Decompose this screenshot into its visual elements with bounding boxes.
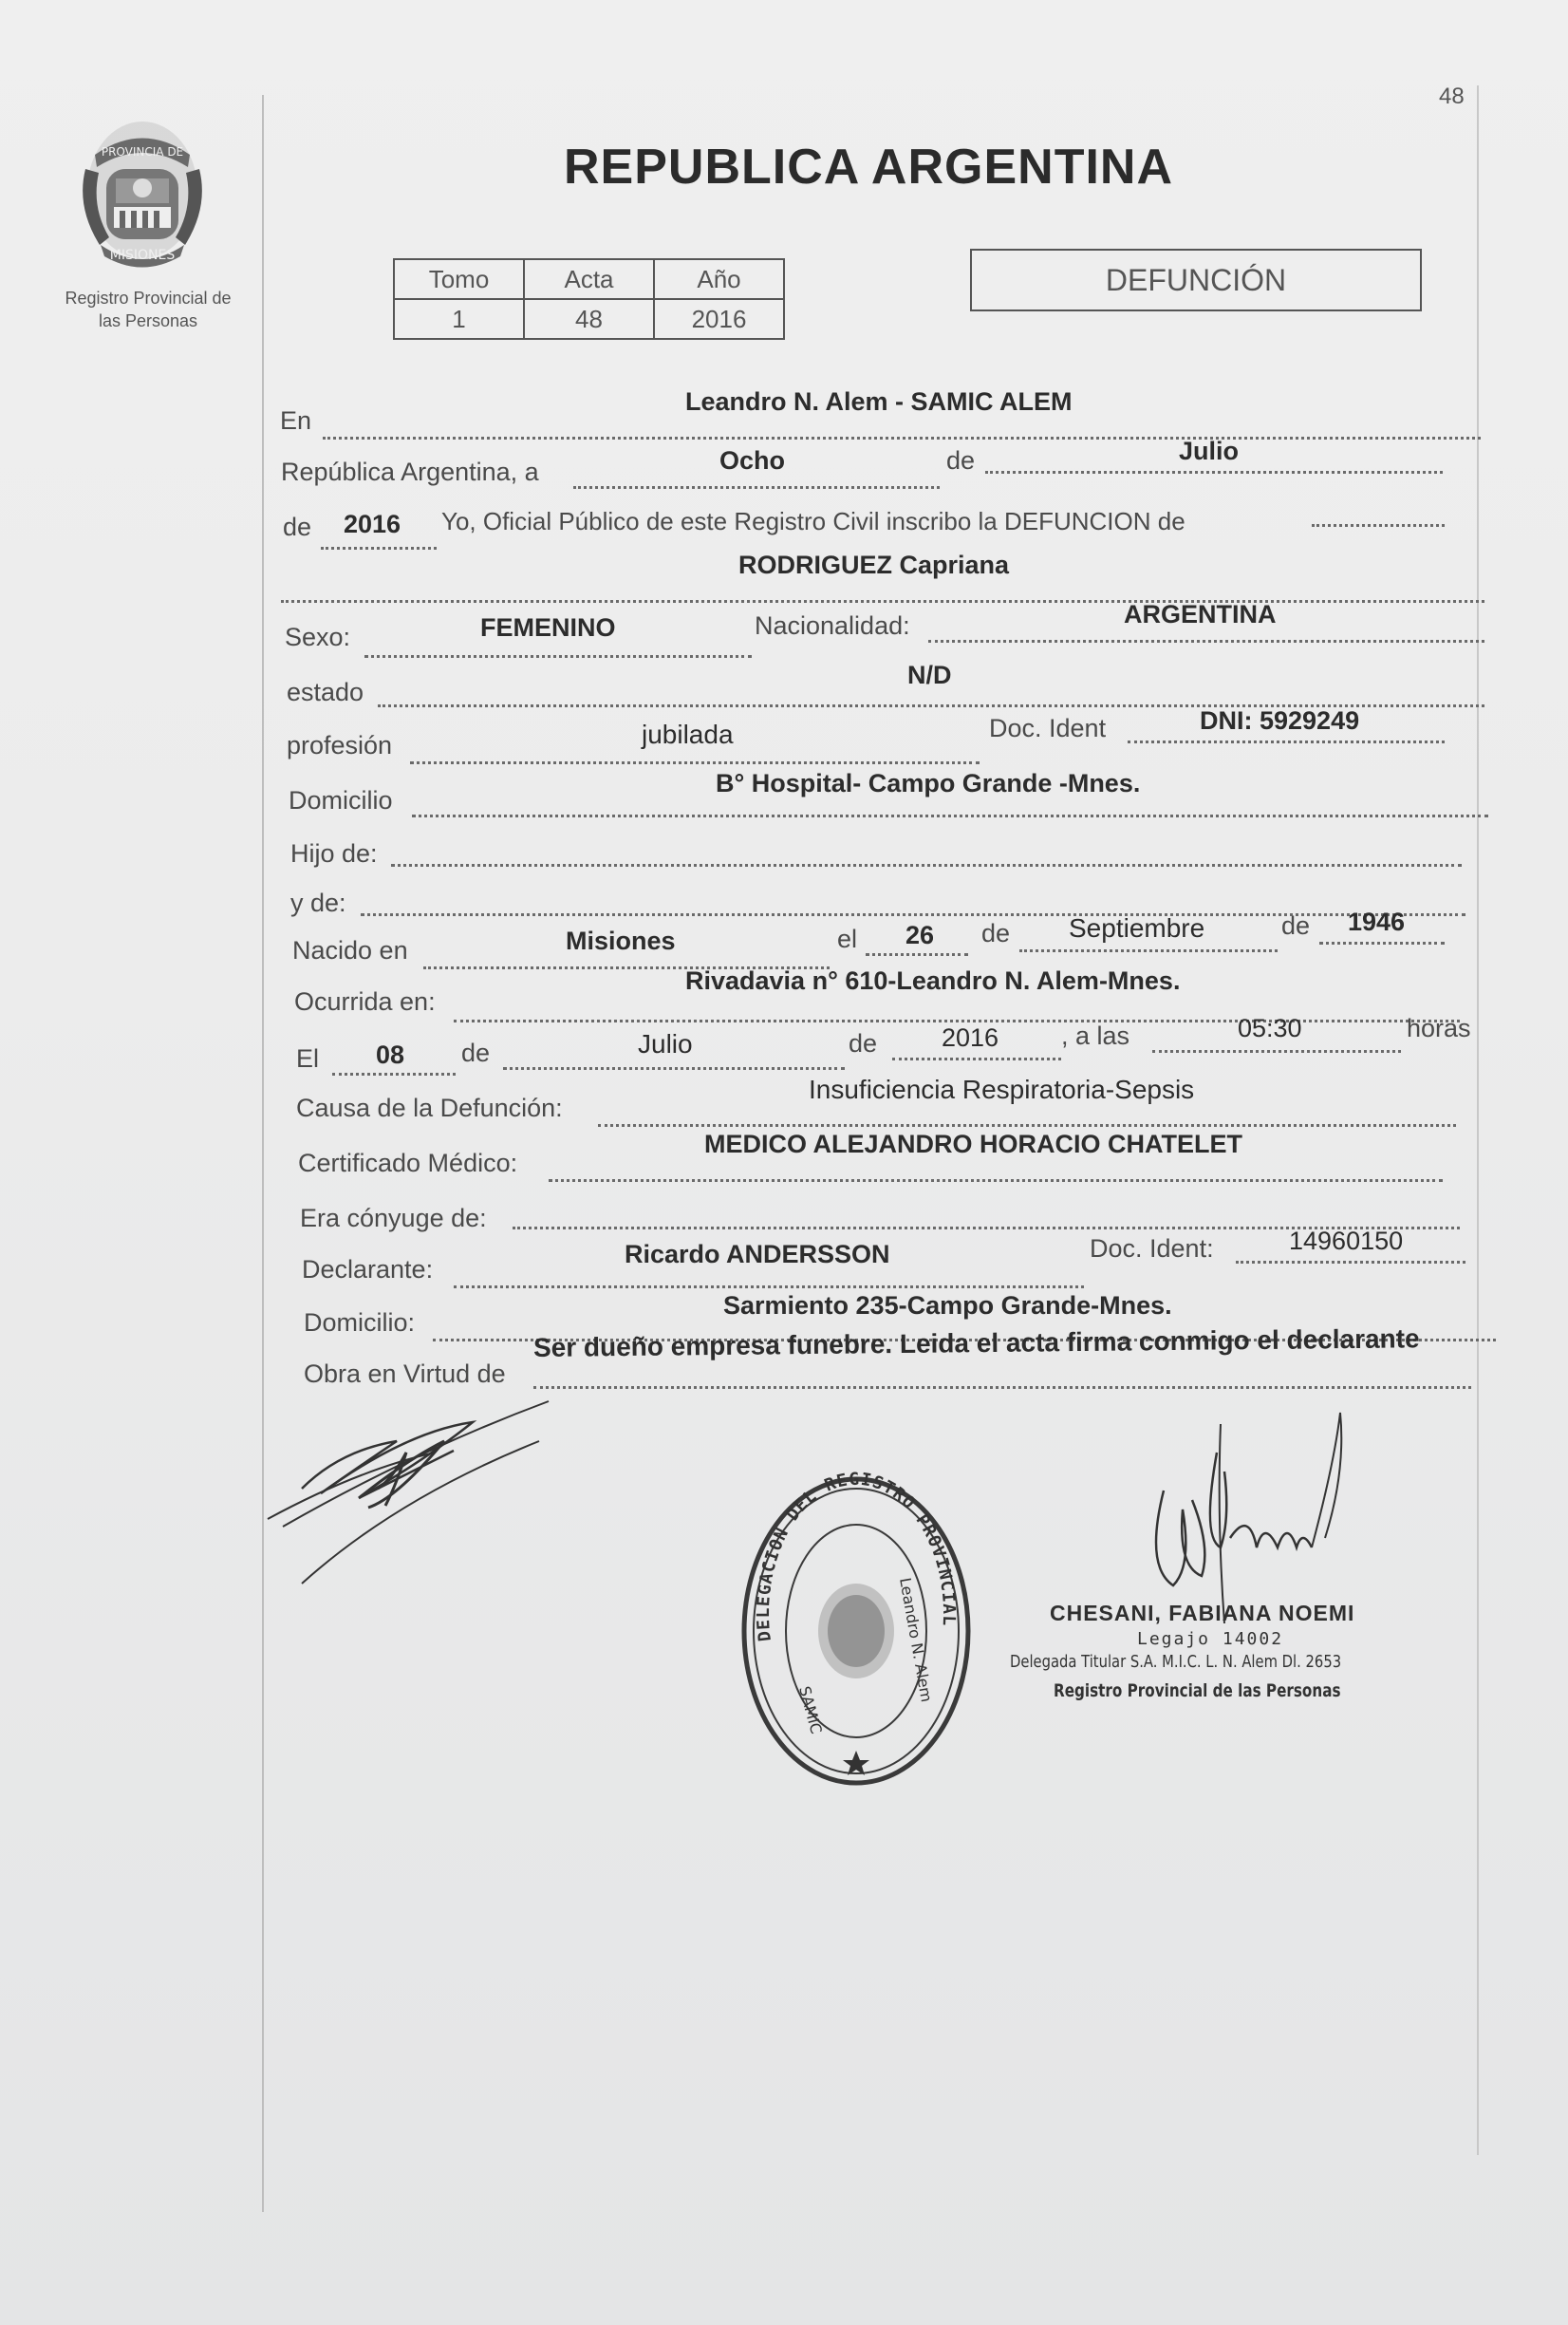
ocurrida-value: Rivadavia n° 610-Leandro N. Alem-Mnes.	[685, 966, 1181, 995]
nac-anio-dotted-line	[1319, 942, 1445, 945]
profesion-label: profesión	[287, 731, 393, 759]
def-de2-label: de	[849, 1029, 878, 1058]
right-edge-line	[1477, 85, 1479, 2155]
profesion-value: jubilada	[642, 720, 734, 749]
nac-mes-dotted-line	[1019, 949, 1278, 952]
page-number: 48	[1439, 84, 1465, 109]
de-label: de	[946, 446, 976, 475]
acta-value: 48	[524, 299, 654, 339]
oficial-dotted-line	[1312, 524, 1445, 527]
nac-dia-value: 26	[905, 921, 935, 949]
def-mes-value: Julio	[638, 1029, 693, 1059]
en-value: Leandro N. Alem - SAMIC ALEM	[685, 387, 1073, 416]
svg-text:DELEGACION DEL REGISTRO PROVIN: DELEGACION DEL REGISTRO PROVINCIAL	[753, 1470, 960, 1643]
anio-dotted-line	[321, 547, 437, 550]
nac-mes-value: Septiembre	[1069, 913, 1205, 943]
anio-value: 2016	[654, 299, 784, 339]
svg-text:MISIONES: MISIONES	[109, 248, 176, 263]
registry-caption: Registro Provincial de las Personas	[65, 289, 232, 330]
svg-text:PROVINCIA DE: PROVINCIA DE	[101, 145, 184, 159]
hijo-dotted-line	[391, 864, 1462, 867]
ocurrida-dotted-line	[454, 1020, 1460, 1022]
causa-dotted-line	[598, 1124, 1456, 1127]
domicilio-dotted-line	[412, 815, 1488, 817]
official-signature	[1126, 1405, 1372, 1623]
def-de-label: de	[461, 1039, 491, 1067]
acta-header: Acta	[524, 259, 654, 299]
mes-dotted-line	[985, 471, 1443, 474]
svg-text:Leandro N. Alem: Leandro N. Alem	[896, 1576, 936, 1704]
declarante-value: Ricardo ANDERSSON	[625, 1240, 890, 1268]
nac-anio-value: 1946	[1348, 908, 1406, 936]
def-anio-value: 2016	[942, 1023, 999, 1052]
republica-label: República Argentina, a	[281, 458, 539, 486]
fallecido-value: RODRIGUEZ Capriana	[738, 551, 1010, 579]
declarante-dotted-line	[454, 1285, 1084, 1288]
doc-ident-dotted-line	[1128, 741, 1445, 743]
oficial-text: Yo, Oficial Público de este Registro Civil inscribo la DEFUNCION de	[441, 507, 1185, 535]
obra-value: Ser dueño empresa funebre. Leida el acta firma conmigo el declarante	[532, 1323, 1420, 1362]
certificado-value: MEDICO ALEJANDRO HORACIO CHATELET	[704, 1130, 1242, 1158]
nacionalidad-value: ARGENTINA	[1124, 600, 1277, 628]
certificado-dotted-line	[549, 1179, 1443, 1182]
en-label: En	[280, 406, 312, 435]
domicilio-value: B° Hospital- Campo Grande -Mnes.	[716, 769, 1141, 797]
conyuge-label: Era cónyuge de:	[300, 1204, 487, 1232]
def-dia-value: 08	[376, 1041, 405, 1069]
def-mes-dotted-line	[503, 1067, 845, 1070]
nacido-value: Misiones	[566, 927, 676, 955]
acta-table-header-row	[394, 259, 784, 299]
de-year-label: de	[283, 513, 312, 541]
causa-label: Causa de la Defunción:	[296, 1094, 563, 1122]
nac-de2-label: de	[1281, 911, 1311, 940]
official-seal	[733, 1470, 980, 1791]
estado-label: estado	[287, 678, 364, 706]
fallecido-dotted-line	[281, 600, 1484, 603]
sexo-label: Sexo:	[285, 623, 351, 651]
nac-dia-dotted-line	[866, 953, 968, 956]
nac-de-label: de	[981, 919, 1011, 947]
declarante-doc-label: Doc. Ident:	[1090, 1234, 1214, 1263]
causa-value: Insuficiencia Respiratoria-Sepsis	[809, 1075, 1195, 1104]
declarante-signature	[264, 1394, 568, 1603]
doc-ident-label: Doc. Ident	[989, 714, 1107, 742]
sexo-value: FEMENINO	[480, 613, 616, 642]
a-las-label: , a las	[1061, 1022, 1130, 1050]
decl-domicilio-value: Sarmiento 235-Campo Grande-Mnes.	[723, 1291, 1172, 1320]
sexo-dotted-line	[364, 655, 752, 658]
en-dotted-line	[323, 437, 1481, 440]
declarante-doc-dotted-line	[1236, 1261, 1465, 1264]
obra-label: Obra en Virtud de	[304, 1359, 506, 1388]
domicilio-label: Domicilio	[289, 786, 393, 815]
ocurrida-label: Ocurrida en:	[294, 987, 436, 1016]
hora-value: 05:30	[1238, 1014, 1302, 1042]
dia-value: Ocho	[719, 446, 786, 475]
el-label: el	[837, 925, 858, 953]
decl-domicilio-label: Domicilio:	[304, 1308, 416, 1337]
hijo-label: Hijo de:	[290, 839, 378, 868]
tomo-header: Tomo	[394, 259, 524, 299]
profesion-dotted-line	[410, 761, 980, 764]
acta-table	[393, 258, 785, 340]
official-name: CHESANI, FABIANA NOEMI	[1050, 1601, 1355, 1625]
el-cap-label: El	[296, 1044, 320, 1073]
mes-value: Julio	[1179, 437, 1240, 465]
dia-dotted-line	[573, 486, 940, 489]
anio-header: Año	[654, 259, 784, 299]
certificado-label: Certificado Médico:	[298, 1149, 518, 1177]
hora-dotted-line	[1152, 1050, 1401, 1053]
nacionalidad-label: Nacionalidad:	[755, 611, 910, 640]
left-margin-line	[262, 95, 264, 2212]
anio-inscripcion-value: 2016	[344, 510, 401, 538]
province-logo	[66, 112, 218, 273]
official-registry: Registro Provincial de las Personas	[1054, 1680, 1341, 1701]
svg-text:SAMIC: SAMIC	[795, 1684, 826, 1736]
country-title: REPUBLICA ARGENTINA	[564, 140, 1174, 195]
y-de-label: y de:	[290, 889, 346, 917]
def-anio-dotted-line	[892, 1058, 1061, 1060]
tomo-value: 1	[394, 299, 524, 339]
declarante-label: Declarante:	[302, 1255, 434, 1284]
declarante-doc-value: 14960150	[1289, 1227, 1404, 1255]
estado-value: N/D	[907, 661, 952, 689]
document-type-box: DEFUNCIÓN	[970, 249, 1422, 311]
obra-dotted-line	[533, 1386, 1471, 1389]
horas-label: horas	[1407, 1014, 1471, 1042]
doc-ident-value: DNI: 5929249	[1200, 706, 1360, 735]
acta-table-value-row	[394, 299, 784, 339]
nacido-label: Nacido en	[292, 936, 408, 965]
official-legajo: Legajo 14002	[1137, 1629, 1284, 1649]
nacionalidad-dotted-line	[928, 640, 1484, 643]
official-role: Delegada Titular S.A. M.I.C. L. N. Alem Dl. 2653	[1010, 1652, 1342, 1672]
def-dia-dotted-line	[332, 1073, 456, 1076]
